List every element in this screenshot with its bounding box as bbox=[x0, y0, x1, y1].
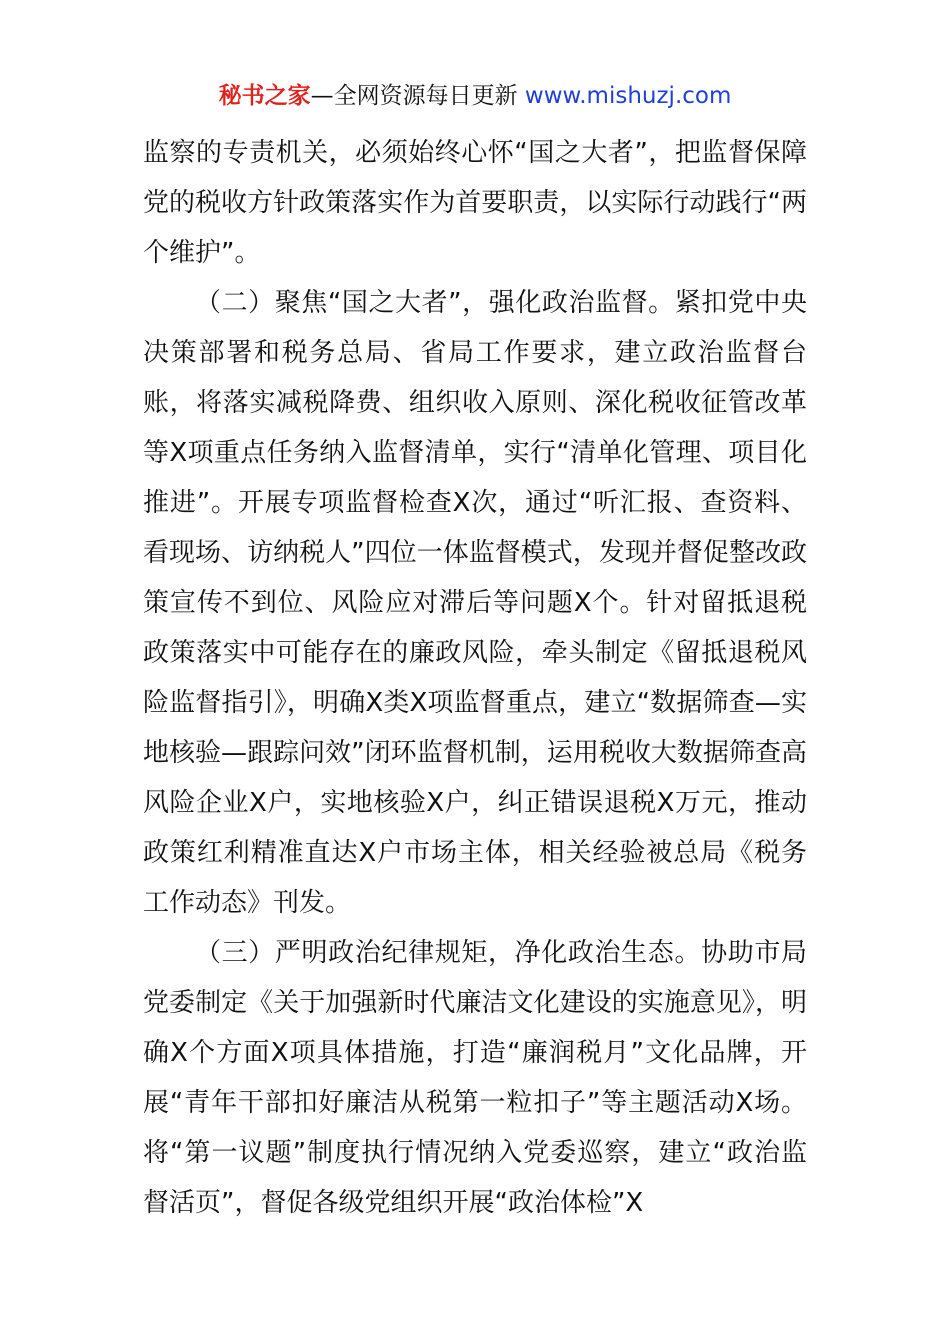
document-body bbox=[143, 128, 807, 1228]
brand-name: 秘书之家 bbox=[218, 83, 311, 109]
header-tagline: —全网资源每日更新 bbox=[310, 83, 525, 109]
paragraph-section-3: （三）严明政治纪律规矩，净化政治生态。协助市局党委制定《关于加强新时代廉洁文化建设的实施意见》，明确X个方面X项具体措施，打造“廉润税月”文化品牌，开展“青年干部扣好廉洁从税第一粒扣子”等主题活动X场。将“第一议题”制度执行情况纳入党委巡察，建立“政治监督活页”，督促各级党组织开展“政治体检”X bbox=[143, 938, 807, 1218]
paragraph-continuation: 监察的专责机关，必须始终心怀“国之大者”，把监督保障党的税收方针政策落实作为首要职责，以实际行动践行“两个维护”。 bbox=[143, 138, 807, 268]
paragraph-section-2: （二）聚焦“国之大者”，强化政治监督。紧扣党中央决策部署和税务总局、省局工作要求，建立政治监督台账，将落实减税降费、组织收入原则、深化税收征管改革等X项重点任务纳入监督清单，实行“清单化管理、项目化推进”。开展专项监督检查X次，通过“听汇报、查资料、看现场、访纳税人”四位一体监督模式，发现并督促整改政策宣传不到位、风险应对滞后等问题X个。针对留抵退税政策落实中可能存在的廉政风险，牵头制定《留抵退税风险监督指引》，明确X类X项监督重点，建立“数据筛查—实地核验—跟踪问效”闭环监督机制，运用税收大数据筛查高风险企业X户，实地核验X户，纠正错误退税X万元，推动政策红利精准直达X户市场主体，相关经验被总局《税务工作动态》刊发。 bbox=[143, 288, 807, 918]
page-header bbox=[0, 78, 950, 114]
website-link[interactable]: www.mishuzj.com bbox=[524, 83, 732, 109]
